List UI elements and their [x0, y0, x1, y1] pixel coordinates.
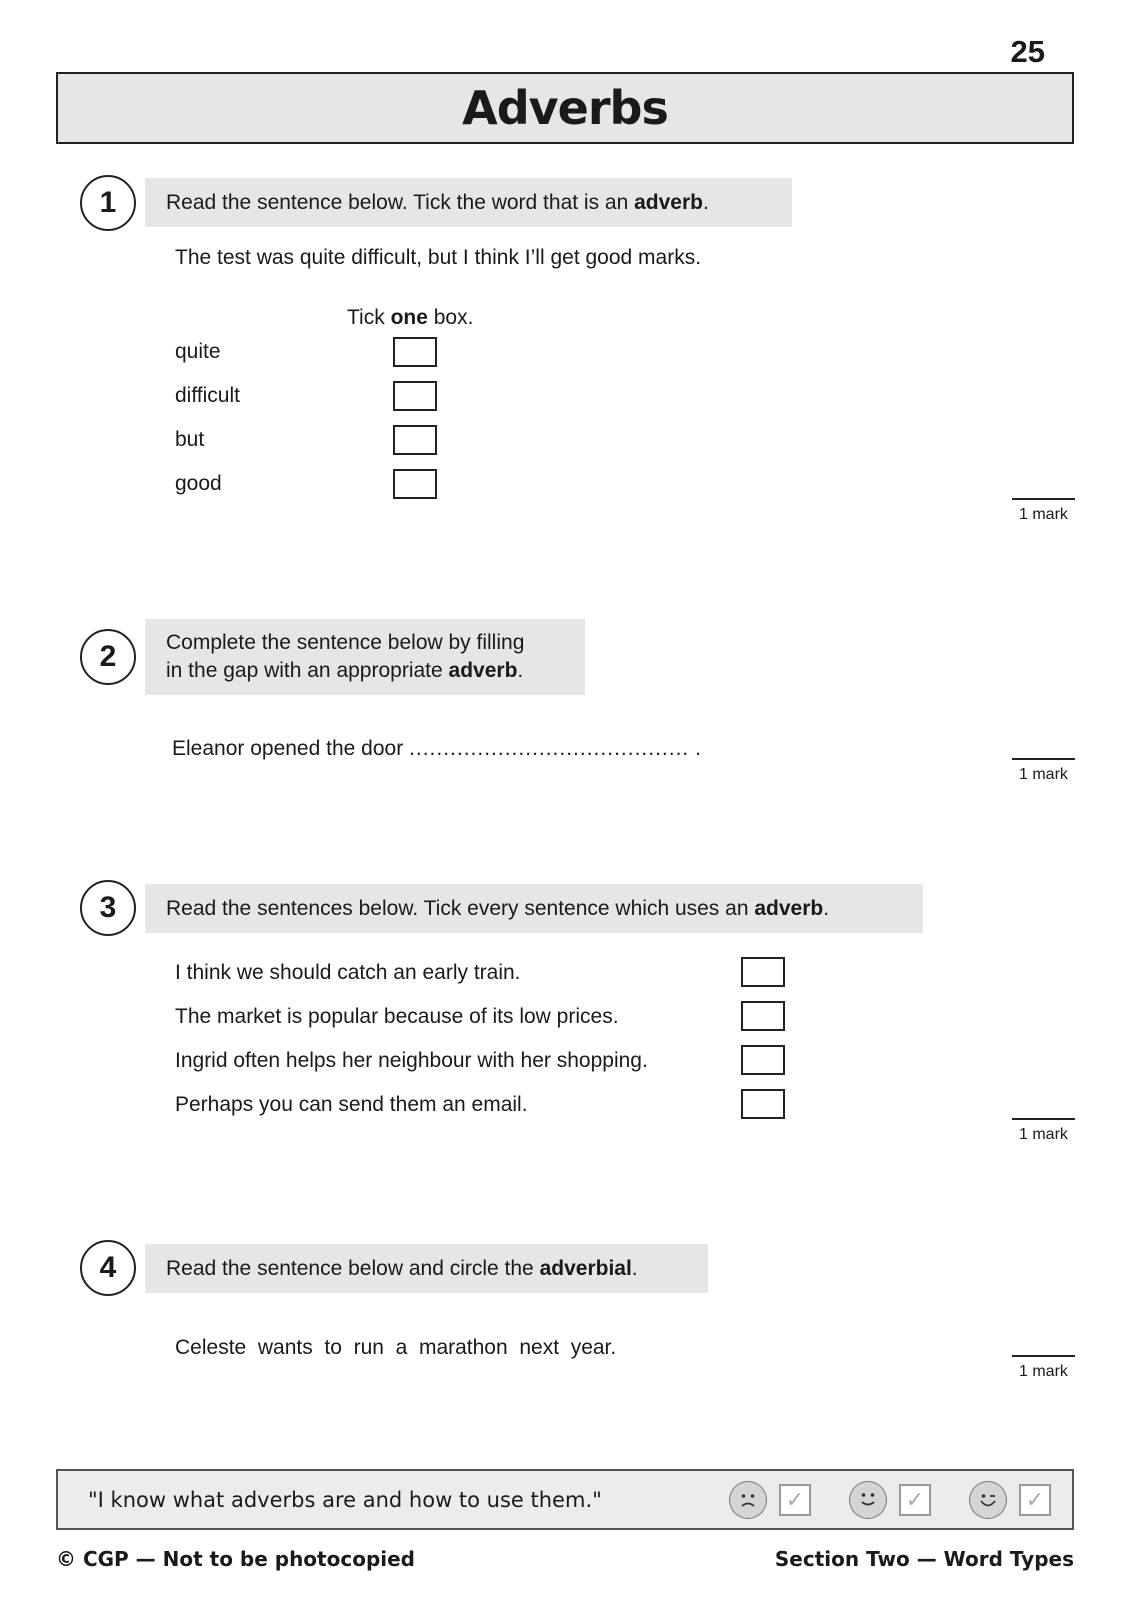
question-number-2: 2 [80, 629, 136, 685]
page-title: Adverbs [462, 81, 668, 135]
question-4-sentence[interactable]: Celeste wants to run a marathon next year. [175, 1336, 617, 1359]
sentence-text: Eleanor opened the door [172, 737, 404, 760]
instruction-bold: adverbial [539, 1256, 632, 1280]
tick-box-sentence-2[interactable] [741, 1001, 785, 1031]
tick-box-quite[interactable] [393, 337, 437, 367]
mark-line-4 [1012, 1355, 1075, 1357]
sentence-option-2: The market is popular because of its low prices. [175, 1005, 619, 1028]
question-3-instruction [145, 884, 923, 933]
mark-label-4: 1 mark [1019, 1363, 1068, 1380]
tick-pre: Tick [347, 306, 391, 329]
instruction-end: . [823, 896, 830, 920]
instruction-end: . [703, 190, 709, 214]
question-number-4: 4 [80, 1240, 136, 1296]
instruction-line-1: Complete the sentence below by filling [166, 631, 525, 654]
question-2-sentence [172, 736, 701, 762]
option-label-good: good [175, 472, 222, 495]
question-2-instruction [145, 619, 585, 695]
tick-box-sentence-3[interactable] [741, 1045, 785, 1075]
tick-box-difficult[interactable] [393, 381, 437, 411]
instruction-text: Read the sentence below. Tick the word that is an [166, 190, 635, 214]
mark-label-3: 1 mark [1019, 1126, 1068, 1143]
tick-bold: one [390, 306, 428, 329]
instruction-end: . [631, 1256, 638, 1280]
tick-box-good[interactable] [393, 469, 437, 499]
instruction-end: . [517, 659, 524, 682]
title-bar [56, 72, 1074, 144]
sentence-option-1: I think we should catch an early train. [175, 961, 521, 984]
neutral-face-icon [849, 1481, 887, 1519]
option-label-quite: quite [175, 340, 221, 363]
option-label-difficult: difficult [175, 384, 240, 407]
mark-label-2: 1 mark [1019, 766, 1068, 783]
self-assessment-quote: "I know what adverbs are and how to use them." [88, 1488, 602, 1512]
sentence-end: . [695, 737, 701, 760]
instruction-text: Read the sentence below and circle the [166, 1256, 540, 1280]
question-number-3: 3 [80, 880, 136, 936]
self-assessment-box-neutral[interactable]: ✓ [899, 1484, 931, 1516]
instruction-bold: adverb [754, 896, 824, 920]
instruction-bold: adverb [634, 190, 703, 214]
answer-gap[interactable]: ......................................... [409, 737, 690, 760]
sad-face-icon [729, 1481, 767, 1519]
question-1-instruction [145, 178, 792, 227]
tick-box-but[interactable] [393, 425, 437, 455]
happy-face-icon [969, 1481, 1007, 1519]
tick-post: box. [427, 306, 474, 329]
copyright-notice: © CGP — Not to be photocopied [56, 1547, 415, 1571]
question-1-sentence: The test was quite difficult, but I think I’ll get good marks. [175, 246, 702, 269]
mark-line-3 [1012, 1118, 1075, 1120]
section-label: Section Two — Word Types [774, 1547, 1074, 1571]
tick-box-sentence-1[interactable] [741, 957, 785, 987]
mark-label-1: 1 mark [1019, 506, 1068, 523]
self-assessment-box-sad[interactable]: ✓ [779, 1484, 811, 1516]
tick-one-instruction [347, 305, 473, 331]
question-4-instruction [145, 1244, 708, 1293]
option-label-but: but [175, 428, 205, 451]
tick-box-sentence-4[interactable] [741, 1089, 785, 1119]
instruction-bold: adverb [448, 659, 518, 682]
self-assessment-bar [56, 1469, 1074, 1530]
page-number: 25 [1010, 34, 1045, 69]
question-number-1: 1 [80, 175, 136, 231]
sentence-option-3: Ingrid often helps her neighbour with her shopping. [175, 1049, 648, 1072]
instruction-line-2: in the gap with an appropriate [166, 659, 449, 682]
mark-line-2 [1012, 758, 1075, 760]
sentence-option-4: Perhaps you can send them an email. [175, 1093, 528, 1116]
self-assessment-box-happy[interactable]: ✓ [1019, 1484, 1051, 1516]
instruction-text: Read the sentences below. Tick every sentence which uses an [166, 896, 755, 920]
mark-line-1 [1012, 498, 1075, 500]
